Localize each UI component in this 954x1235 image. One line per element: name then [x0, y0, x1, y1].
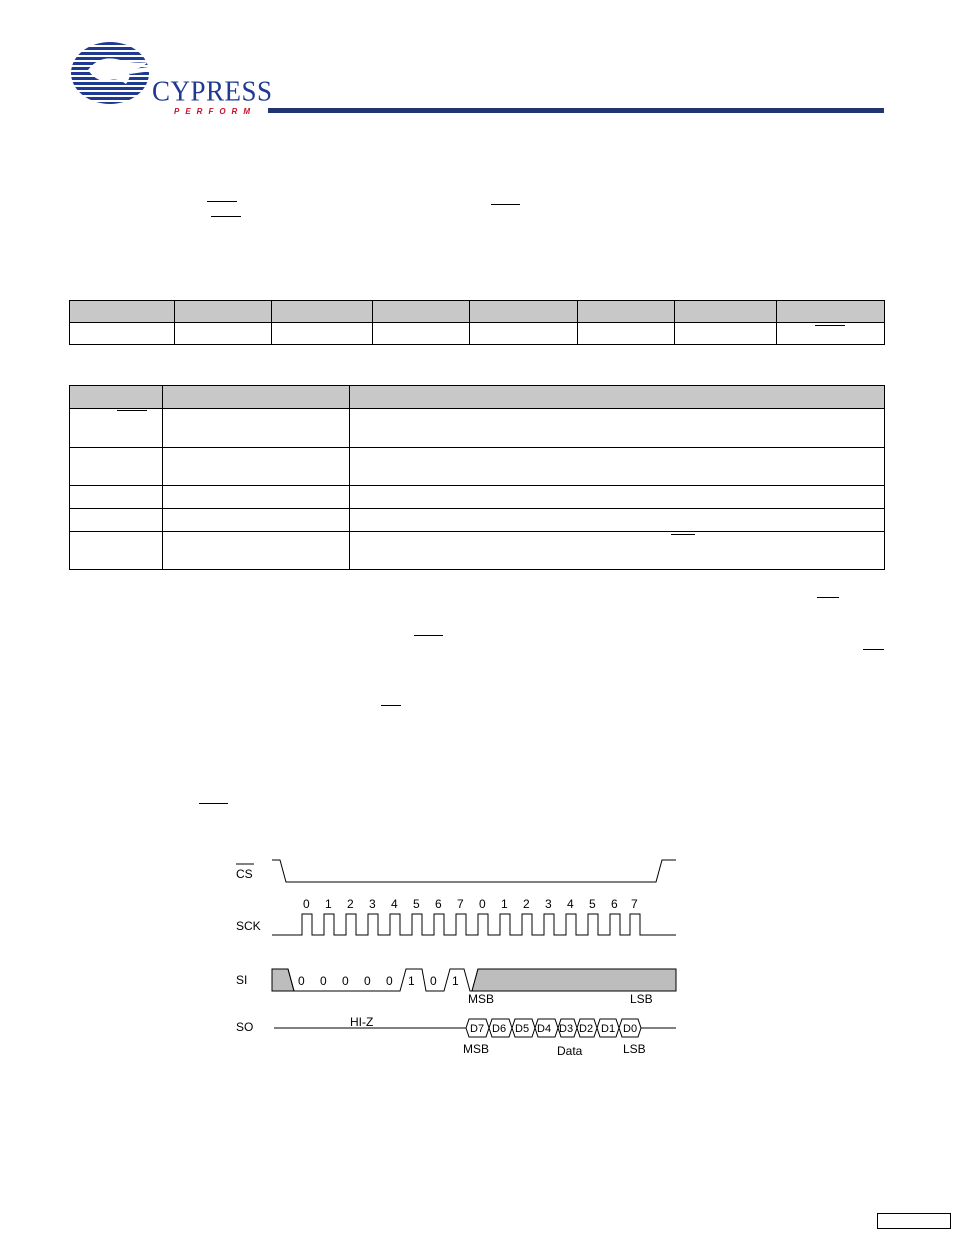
si-bit: 0 [386, 974, 393, 988]
overbar-mark [863, 649, 884, 650]
clock-bit-label: 2 [347, 897, 354, 911]
table-header-row [70, 386, 885, 409]
header-rule [268, 108, 884, 113]
so-lsb-label: LSB [623, 1042, 646, 1056]
so-data-bit: D7 [470, 1023, 485, 1035]
pin-description-table [69, 385, 885, 570]
so-data-bit: D0 [623, 1023, 638, 1035]
si-bit: 0 [364, 974, 371, 988]
logo-wordmark: CYPRESS [152, 75, 273, 107]
signal-label-cs: CS [236, 867, 253, 881]
overbar-mark [207, 201, 237, 202]
overbar-mark [211, 216, 241, 217]
so-data-label: Data [557, 1044, 583, 1058]
si-data-fill [472, 969, 676, 991]
overbar-mark [491, 204, 520, 205]
clock-bit-label: 4 [567, 897, 574, 911]
so-hiz-label: HI-Z [350, 1015, 374, 1029]
si-msb-label: MSB [468, 992, 495, 1006]
si-bit: 0 [320, 974, 327, 988]
clock-bit-label: 1 [325, 897, 332, 911]
so-data-bit: D2 [579, 1023, 594, 1035]
so-data-bit: D6 [492, 1023, 507, 1035]
clock-bit-label: 3 [545, 897, 552, 911]
table-row [70, 448, 885, 486]
overbar-mark [414, 635, 443, 636]
si-lsb-label: LSB [630, 992, 653, 1006]
clock-bit-label: 1 [501, 897, 508, 911]
si-bit: 0 [298, 974, 305, 988]
overbar-mark [381, 705, 401, 706]
signal-label-si: SI [236, 973, 248, 987]
si-bit: 1 [408, 974, 415, 988]
so-data-bit: D5 [515, 1023, 530, 1035]
clock-bit-label: 0 [303, 897, 310, 911]
signal-labels [236, 864, 261, 1034]
si-bit: 1 [452, 974, 459, 988]
so-data-bit: D4 [537, 1023, 552, 1035]
so-data-bit: D3 [559, 1023, 574, 1035]
so-data-bit: D1 [601, 1023, 616, 1035]
so-msb-label: MSB [463, 1042, 490, 1056]
si-bit: 0 [430, 974, 437, 988]
logo-tagline: PERFORM [174, 107, 256, 116]
page-number-box [877, 1213, 951, 1229]
overbar-mark [817, 597, 839, 598]
clock-bit-label: 5 [413, 897, 420, 911]
clock-bit-label: 3 [369, 897, 376, 911]
register-table [69, 300, 885, 345]
overbar-mark [671, 534, 695, 535]
clock-bit-label: 7 [457, 897, 464, 911]
table-row [70, 509, 885, 532]
cypress-logo [70, 40, 273, 120]
table-row [70, 409, 885, 448]
overbar-mark [199, 803, 228, 804]
signal-label-sck: SCK [236, 919, 261, 933]
overbar-mark [117, 410, 147, 411]
clock-bit-label: 0 [479, 897, 486, 911]
table-row [70, 486, 885, 509]
clock-bit-label: 2 [523, 897, 530, 911]
si-bit: 0 [342, 974, 349, 988]
clock-bit-label: 7 [631, 897, 638, 911]
overbar-mark [815, 325, 845, 326]
clock-bit-label: 6 [611, 897, 618, 911]
timing-diagram [228, 850, 688, 1065]
clock-bit-label: 4 [391, 897, 398, 911]
table-row [70, 532, 885, 570]
globe-icon [70, 40, 160, 110]
si-waveform [272, 969, 676, 1006]
table-header-row [70, 301, 885, 323]
clock-bit-label: 6 [435, 897, 442, 911]
clock-bit-numbers [303, 897, 638, 911]
cs-waveform [272, 860, 676, 882]
sck-waveform [272, 914, 676, 935]
clock-bit-label: 5 [589, 897, 596, 911]
so-waveform [274, 1015, 676, 1058]
table-row [70, 323, 885, 345]
signal-label-so: SO [236, 1020, 254, 1034]
